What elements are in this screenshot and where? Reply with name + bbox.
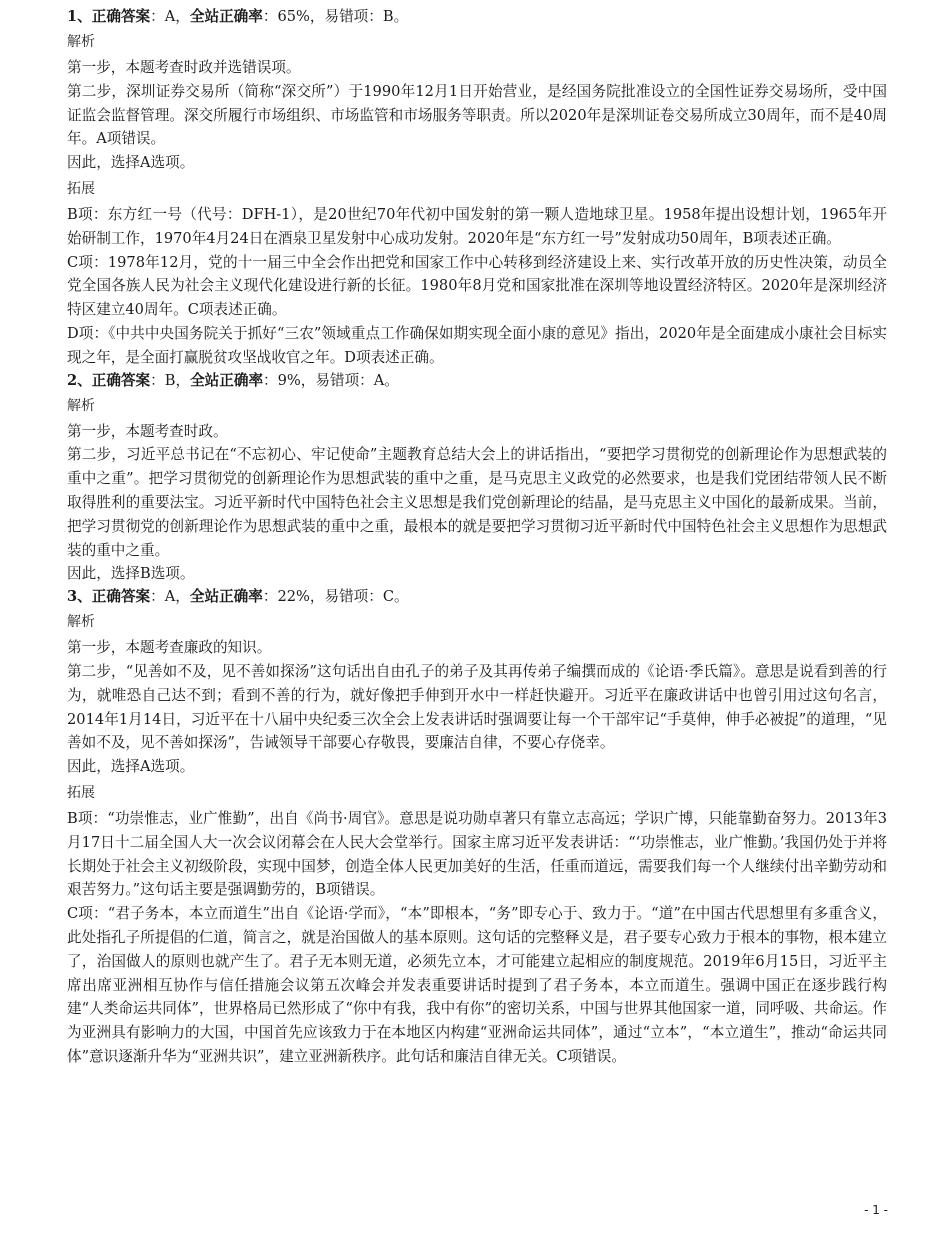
page-number: - 1 -	[864, 1203, 888, 1217]
answer-label: 正确答案	[91, 371, 151, 389]
extension-heading: 拓展	[67, 784, 95, 801]
analysis-paragraph: 第一步，本题考查时政并选错误项。	[67, 59, 301, 76]
rate-value: ：9%，易错项：A。	[263, 371, 399, 389]
analysis-paragraph: 第二步，习近平总书记在“不忘初心、牢记使命”主题教育总结大会上的讲话指出，“要把学习贯彻党的创新理论作为思想武装的重中之重”。把学习贯彻党的创新理论作为思想武装的重中之重，是马克思主义政党的必然要求，也是我们党团结带领人民不断取得胜利的重要法宝。习近平新时代中国特色社会主义思想是我们党创新理论的结晶，是马克思主义中国化的最新成果。当前，把学习贯彻党的创新理论作为思想武装的重中之重，最根本的就是要把学习贯彻习近平新时代中国特色社会主义思想作为思想武装的重中之重。	[67, 446, 887, 559]
question-2	[67, 370, 887, 587]
analysis-paragraph: 因此，选择B选项。	[67, 565, 195, 583]
answer-value: ：B，	[150, 371, 191, 389]
question-header	[67, 586, 887, 608]
rate-value: ：22%，易错项：C。	[262, 588, 409, 606]
document-body	[67, 6, 887, 1069]
question-number: 2、	[67, 371, 92, 389]
answer-label: 正确答案	[91, 8, 151, 25]
analysis-paragraph: 第一步，本题考查廉政的知识。	[67, 639, 272, 657]
extension-paragraph: D项：《中共中央国务院关于抓好“三农”领域重点工作确保如期实现全面小康的意见》指出，2020年是全面建成小康社会目标实现之年，是全面打赢脱贫攻坚战收官之年。D项表述正确。	[67, 324, 887, 366]
question-1	[67, 6, 887, 370]
answer-label: 正确答案	[91, 588, 151, 606]
analysis-paragraph: 第二步，深圳证券交易所（简称“深交所”）于1990年12月1日开始营业，是经国务院批准设立的全国性证券交易场所，受中国证监会监督管理。深交所履行市场组织、市场监管和市场服务等职责。所以2020年是深圳证卷交易所成立30周年，而不是40周年。A项错误。	[67, 82, 887, 148]
answer-value: ：A，	[150, 8, 190, 25]
extension-paragraph: B项：东方红一号（代号：DFH-1），是20世纪70年代初中国发射的第一颗人造地球卫星。1958年提出设想计划，1965年开始研制工作，1970年4月24日在酒泉卫星发射中心成功发射。2020年是“东方红一号”发射成功50周年，B项表述正确。	[67, 205, 887, 247]
extension-paragraph: C项：1978年12月，党的十一届三中全会作出把党和国家工作中心转移到经济建设上来、实行改革开放的历史性决策，动员全党全国各族人民为社会主义现代化建设进行新的长征。1980年8月党和国家批准在深圳等地设置经济特区。2020年是深圳经济特区建立40周年。C项表述正确。	[67, 253, 887, 319]
analysis-heading: 解析	[67, 614, 95, 631]
question-header	[67, 370, 887, 392]
analysis-paragraph: 因此，选择A选项。	[67, 154, 195, 172]
rate-value: ：65%，易错项：B。	[262, 8, 409, 25]
extension-heading: 拓展	[67, 180, 95, 197]
analysis-heading: 解析	[67, 34, 95, 50]
analysis-paragraph: 第二步，“见善如不及，见不善如探汤”这句话出自由孔子的弟子及其再传弟子编撰而成的《论语·季氏篇》。意思是说看到善的行为，就唯恐自己达不到；看到不善的行为，就好像把手伸到开水中一样赶快避开。习近平在廉政讲话中也曾引用过这句名言，2014年1月14日，习近平在十八届中央纪委三次全会上发表讲话时强调要让每一个干部牢记“手莫伸，伸手必被捉”的道理，“见善如不及，见不善如探汤”，告诫领导干部要心存敬畏，要廉洁自律，不要心存侥幸。	[67, 662, 887, 752]
analysis-paragraph: 因此，选择A选项。	[67, 758, 195, 776]
rate-label: 全站正确率	[189, 8, 263, 25]
analysis-paragraph: 第一步，本题考查时政。	[67, 422, 228, 440]
rate-label: 全站正确率	[190, 371, 264, 389]
analysis-heading: 解析	[67, 397, 95, 414]
question-header	[67, 6, 887, 28]
question-number: 3、	[67, 588, 92, 606]
answer-value: ：A，	[150, 588, 190, 606]
question-3	[67, 586, 887, 1069]
rate-label: 全站正确率	[189, 588, 263, 606]
extension-paragraph: B项：“功崇惟志，业广惟勤”，出自《尚书·周官》。意思是说功勋卓著只有靠立志高远；学识广博，只能靠勤奋努力。2013年3月17日十二届全国人大一次会议闭幕会在人民大会堂举行。国家主席习近平发表讲话：“‘功崇惟志，业广惟勤。’我国仍处于并将长期处于社会主义初级阶段，实现中国梦，创造全体人民更加美好的生活，任重而道远，需要我们每一个人继续付出辛勤劳动和艰苦努力。”这句话主要是强调勤劳的，B项错误。	[67, 809, 887, 899]
question-number: 1、	[67, 8, 92, 25]
extension-paragraph: C项：“君子务本，本立而道生”出自《论语·学而》，“本”即根本，“务”即专心于、致力于。“道”在中国古代思想里有多重含义，此处指孔子所提倡的仁道，简言之，就是治国做人的基本原则。这句话的完整释义是，君子要专心致力于根本的事物，根本建立了，治国做人的原则也就产生了。君子无本则无道，必须先立本，才可能建立起相应的制度规范。2019年6月15日，习近平主席出席亚洲相互协作与信任措施会议第五次峰会并发表重要讲话时提到了君子务本，本立而道生。强调中国正在逐步践行构建“人类命运共同体”，世界格局已然形成了“你中有我，我中有你”的密切关系，中国与世界其他国家一道，同呼吸、共命运。作为亚洲具有影响力的大国，中国首先应该致力于在本地区内构建“亚洲命运共同体”，通过“立本”，“本立道生”，推动“命运共同体”意识逐渐升华为“亚洲共识”，建立亚洲新秩序。此句话和廉洁自律无关。C项错误。	[67, 905, 887, 1065]
